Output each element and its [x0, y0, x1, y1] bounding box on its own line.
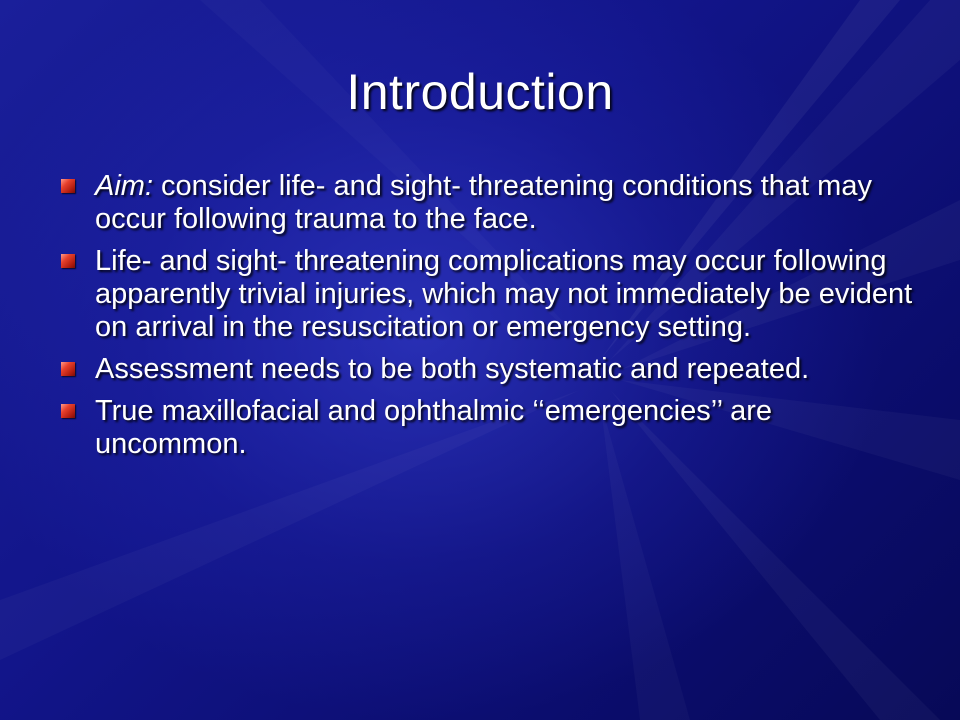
- square-bullet-icon: [61, 362, 75, 376]
- square-bullet-icon: [61, 254, 75, 268]
- bullet-item: [60, 245, 920, 344]
- bullet-item: [60, 170, 920, 236]
- square-bullet-icon: [61, 179, 75, 193]
- bullet-text: Life- and sight- threatening complications may occur following apparently trivial injuries, which may not immediately be evident on arrival in the resuscitation or emergency setting.: [95, 245, 913, 343]
- bullet-item: [60, 395, 920, 461]
- bullet-text: True maxillofacial and ophthalmic ‘‘emergencies’’ are uncommon.: [95, 395, 772, 460]
- bullet-text: Assessment needs to be both systematic and repeated.: [95, 353, 810, 385]
- bullet-text: consider life- and sight- threatening conditions that may occur following trauma to the face.: [95, 170, 872, 235]
- bullet-list: [60, 170, 920, 470]
- bullet-lead: Aim:: [95, 170, 153, 202]
- bullet-item: [60, 353, 920, 386]
- slide-title: Introduction: [346, 64, 614, 120]
- square-bullet-icon: [61, 404, 75, 418]
